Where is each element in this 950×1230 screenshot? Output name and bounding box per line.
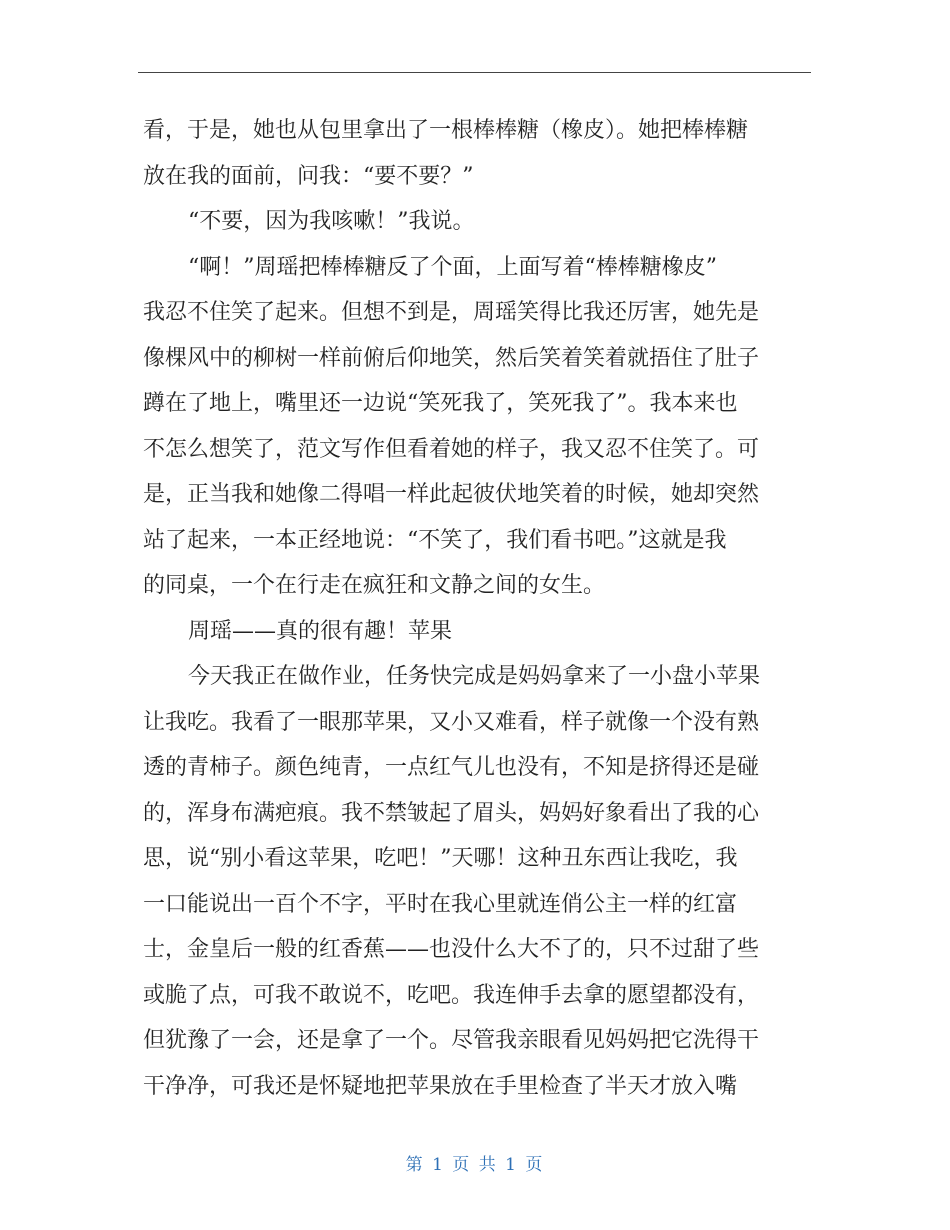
text-line: 或脆了点，可我不敢说不，吃吧。我连伸手去拿的愿望都没有， bbox=[143, 982, 760, 1008]
text-line: 今天我正在做作业，任务快完成是妈妈拿来了一小盘小苹果 bbox=[188, 664, 761, 689]
text-line: 放在我的面前，问我：“要不要？” bbox=[143, 163, 474, 189]
text-line: 但犹豫了一会，还是拿了一个。尽管我亲眼看见妈妈把它洗得干 bbox=[143, 1028, 760, 1053]
text-line: 一口能说出一百个不字，平时在我心里就连俏公主一样的红富 bbox=[143, 891, 738, 917]
text-line: 不怎么想笑了，范文写作但看着她的样子，我又忍不住笑了。可 bbox=[143, 436, 760, 462]
text-line: 蹲在了地上，嘴里还一边说“笑死我了，笑死我了”。我本来也 bbox=[143, 391, 738, 416]
text-line: 干净净，可我还是怀疑地把苹果放在手里检查了半天才放入嘴 bbox=[143, 1073, 738, 1099]
text-line: 让我吃。我看了一眼那苹果，又小又难看，样子就像一个没有熟 bbox=[143, 709, 760, 735]
document-body bbox=[143, 108, 811, 1109]
text-line: “啊！”周瑶把棒棒糖反了个面，上面写着“棒棒糖橡皮” bbox=[188, 254, 717, 280]
text-line: 透的青柿子。颜色纯青，一点红气儿也没有，不知是挤得还是碰 bbox=[143, 755, 760, 780]
text-line: 像棵风中的柳树一样前俯后仰地笑，然后笑着笑着就捂住了肚子 bbox=[143, 345, 760, 371]
text-line: 思，说“别小看这苹果，吃吧！”天哪！这种丑东西让我吃，我 bbox=[143, 846, 738, 871]
text-line: 看，于是，她也从包里拿出了一根棒棒糖（橡皮）。她把棒棒糖 bbox=[143, 118, 749, 143]
text-line: 是，正当我和她像二得唱一样此起彼伏地笑着的时候，她却突然 bbox=[143, 482, 760, 507]
header-rule bbox=[138, 72, 811, 73]
text-line: 的同桌，一个在行走在疯狂和文静之间的女生。 bbox=[143, 573, 606, 598]
page-footer: 第 1 页 共 1 页 bbox=[405, 1155, 545, 1175]
text-line: “不要，因为我咳嗽！”我说。 bbox=[188, 209, 475, 234]
text-line: 站了起来，一本正经地说：“不笑了，我们看书吧。”这就是我 bbox=[143, 527, 727, 553]
text-line: 士，金皇后一般的红香蕉——也没什么大不了的，只不过甜了些 bbox=[143, 937, 760, 962]
text-line: 的，浑身布满疤痕。我不禁皱起了眉头，妈妈好象看出了我的心 bbox=[143, 800, 760, 826]
section-heading: 周瑶——真的很有趣！苹果 bbox=[188, 618, 453, 644]
text-line: 我忍不住笑了起来。但想不到是，周瑶笑得比我还厉害，她先是 bbox=[143, 300, 760, 325]
